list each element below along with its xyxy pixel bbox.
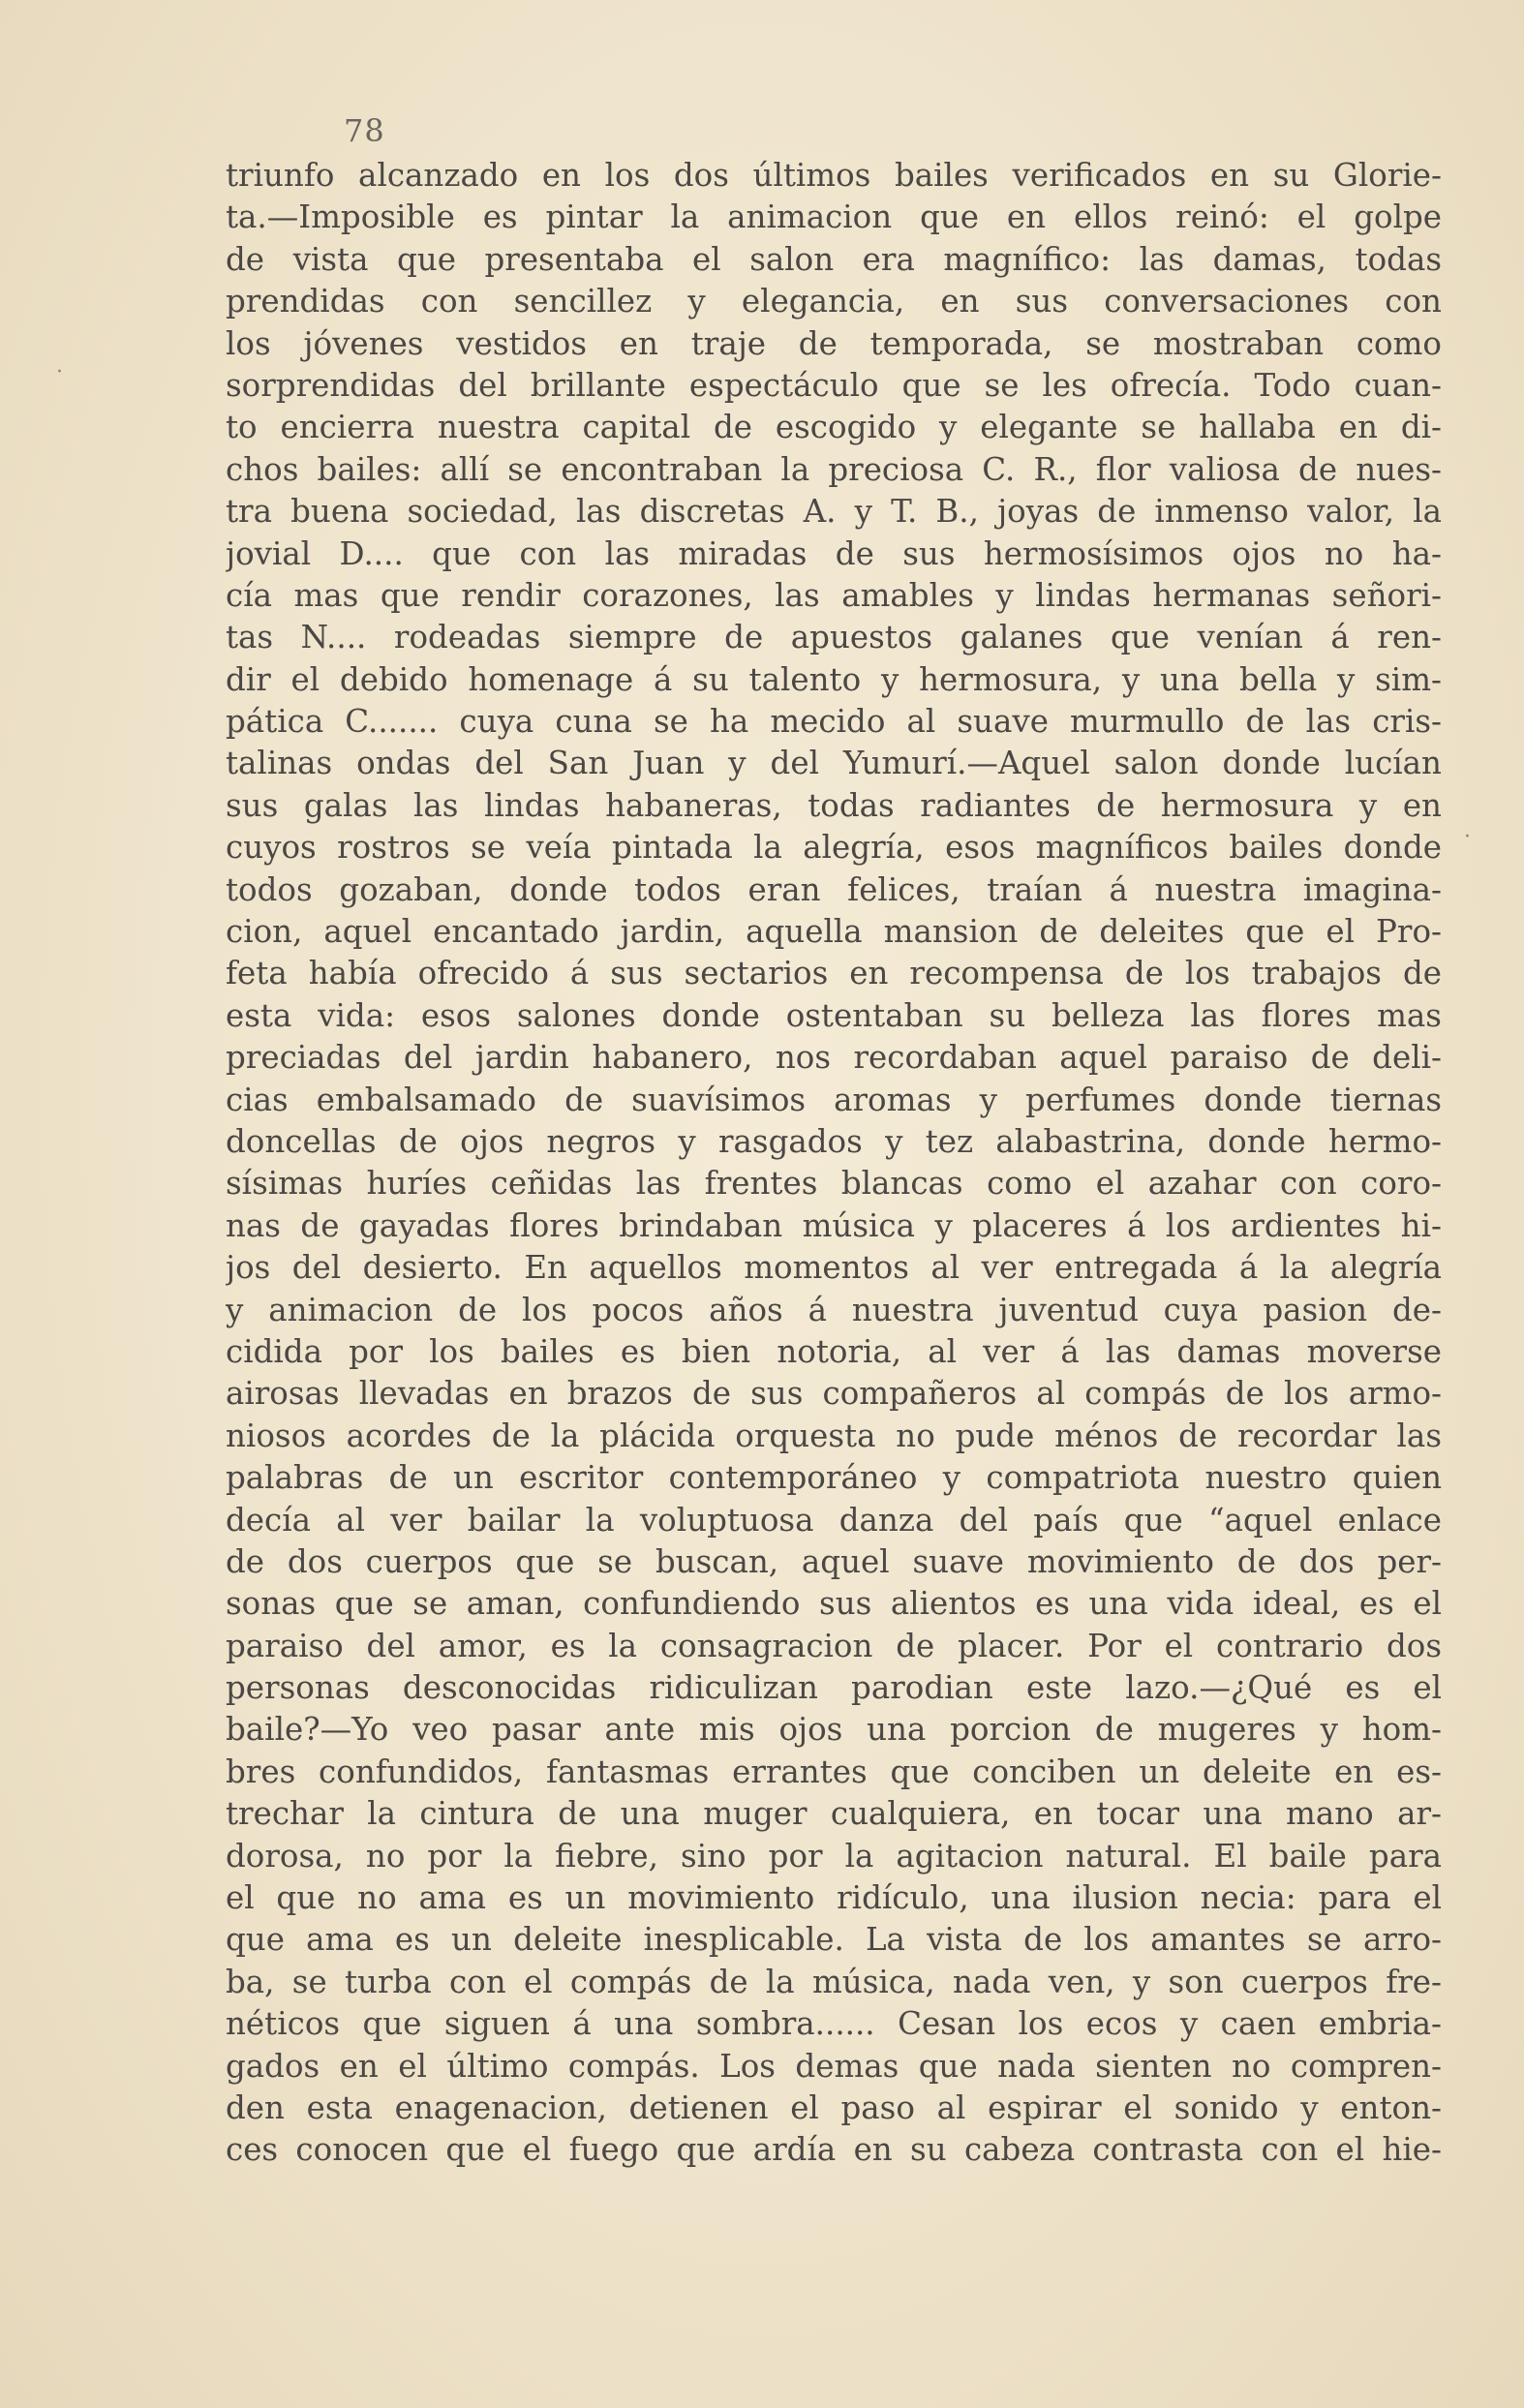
text-line: prendidas con sencillez y elegancia, en sus conversaciones con [226,283,1442,320]
text-line: triunfo alcanzado en los dos últimos bailes verificados en su Glorie- [226,157,1442,194]
text-line: preciadas del jardin habanero, nos recordaban aquel paraiso de deli- [226,1039,1442,1077]
text-line [226,2172,1442,2213]
text-line: sus galas las lindas habaneras, todas radiantes de hermosura y en [226,786,1442,824]
text-line: esta vida: esos salones donde ostentaban su belleza las flores mas [226,996,1442,1034]
text-line: jovial D.... que con las miradas de sus hermosísimos ojos no ha- [226,534,1442,572]
text-line: tra buena sociedad, las discretas A. y T. B., joyas de inmenso valor, la [226,493,1442,531]
text-line: gados en el último compás. Los demas que nada sienten no compren- [226,2047,1442,2085]
margin-mark: · [1464,825,1471,849]
margin-mark: · [56,360,63,384]
text-line: que ama es un deleite inesplicable. La vista de los amantes se arro- [226,1921,1442,1959]
text-line: tas N.... rodeadas siempre de apuestos galanes que venían á ren- [226,619,1442,656]
text-line: sísimas huríes ceñidas las frentes blancas como el azahar con coro- [226,1165,1442,1203]
body-text [226,155,1442,2213]
text-line: niosos acordes de la plácida orquesta no pude ménos de recordar las [226,1417,1442,1454]
text-line: dorosa, no por la fiebre, sino por la agitacion natural. El baile para [226,1837,1442,1875]
text-line: de dos cuerpos que se buscan, aquel suave movimiento de dos per- [226,1542,1442,1580]
text-line: ba, se turba con el compás de la música, nada ven, y son cuerpos fre- [226,1963,1442,2000]
text-line: baile?—Yo veo pasar ante mis ojos una porcion de mugeres y hom- [226,1711,1442,1749]
text-line: todos gozaban, donde todos eran felices, traían á nuestra imagina- [226,870,1442,908]
page-number: 78 [344,112,385,149]
text-line: airosas llevadas en brazos de sus compañeros al compás de los armo- [226,1375,1442,1413]
text-line: sorprendidas del brillante espectáculo que se les ofrecía. Todo cuan- [226,366,1442,404]
text-line: sonas que se aman, confundiendo sus alientos es una vida ideal, es el [226,1585,1442,1623]
text-line: y animacion de los pocos años á nuestra juventud cuya pasion de- [226,1291,1442,1328]
text-line: de vista que presentaba el salon era magnífico: las damas, todas [226,240,1442,278]
text-line: dir el debido homenage á su talento y hermosura, y una bella y sim- [226,660,1442,698]
text-line: talinas ondas del San Juan y del Yumurí.—Aquel salon donde lucían [226,745,1442,782]
text-line: feta había ofrecido á sus sectarios en recompensa de los trabajos de [226,955,1442,992]
text-line: personas desconocidas ridiculizan parodian este lazo.—¿Qué es el [226,1669,1442,1707]
text-line: den esta enagenacion, detienen el paso al espirar el sonido y enton- [226,2088,1442,2126]
text-line: cuyos rostros se veía pintada la alegría, esos magníficos bailes donde [226,829,1442,867]
text-line: ta.—Imposible es pintar la animacion que en ellos reinó: el golpe [226,198,1442,236]
text-line: paraiso del amor, es la consagracion de placer. Por el contrario dos [226,1627,1442,1664]
text-line: jos del desierto. En aquellos momentos al ver entregada á la alegría [226,1249,1442,1287]
text-line: nas de gayadas flores brindaban música y placeres á los ardientes hi- [226,1206,1442,1244]
text-line: decía al ver bailar la voluptuosa danza del país que “aquel enlace [226,1501,1442,1539]
text-line: ces conocen que el fuego que ardía en su cabeza contrasta con el hie- [226,2131,1442,2169]
text-line: cias embalsamado de suavísimos aromas y perfumes donde tiernas [226,1081,1442,1118]
text-line: los jóvenes vestidos en traje de temporada, se mostraban como [226,324,1442,362]
text-line: pática C....... cuya cuna se ha mecido al suave murmullo de las cris- [226,703,1442,741]
text-line: cía mas que rendir corazones, las amables y lindas hermanas señori- [226,576,1442,614]
text-line: cidida por los bailes es bien notoria, al ver á las damas moverse [226,1332,1442,1370]
text-line: trechar la cintura de una muger cualquiera, en tocar una mano ar- [226,1795,1442,1833]
text-line: chos bailes: allí se encontraban la preciosa C. R., flor valiosa de nues- [226,450,1442,488]
text-line: el que no ama es un movimiento ridículo, una ilusion necia: para el [226,1879,1442,1917]
text-line: to encierra nuestra capital de escogido y elegante se hallaba en di- [226,409,1442,446]
text-line: palabras de un escritor contemporáneo y compatriota nuestro quien [226,1459,1442,1497]
text-line: bres confundidos, fantasmas errantes que conciben un deleite en es- [226,1753,1442,1790]
text-line: doncellas de ojos negros y rasgados y tez alabastrina, donde hermo- [226,1122,1442,1160]
text-line: néticos que siguen á una sombra...... Cesan los ecos y caen embria- [226,2005,1442,2043]
text-line: cion, aquel encantado jardin, aquella mansion de deleites que el Pro- [226,913,1442,951]
